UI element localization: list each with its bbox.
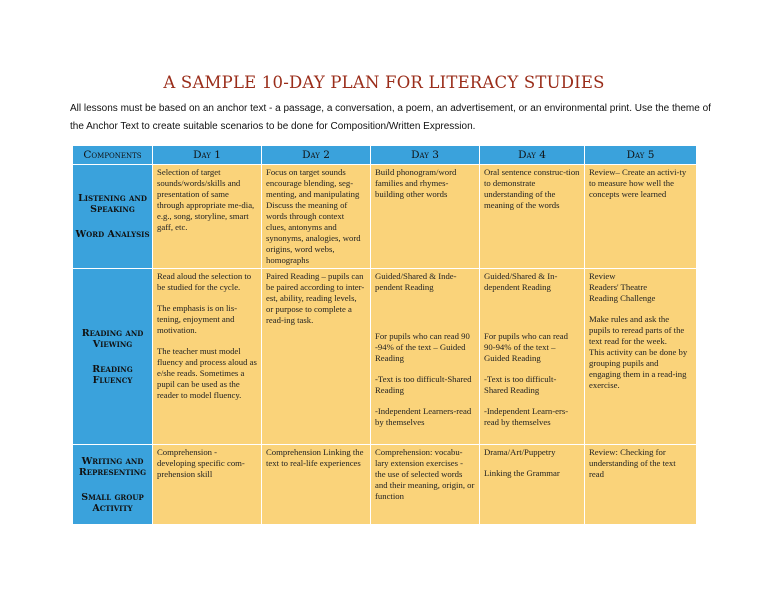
cell-text: Read aloud the selection to be studied for the cycle. xyxy=(157,271,252,292)
cell-r1-d2 xyxy=(262,165,371,269)
intro-text: All lessons must be based on an anchor text - a passage, a conversation, a poem, an advertisement, or an environmental print. Use the theme of the Anchor Text to create suitable scenarios to be done for Composition/Written Expression. xyxy=(70,103,711,132)
header-row xyxy=(73,146,697,165)
table-row xyxy=(73,445,697,525)
cell-text: Comprehension: vocabu-lary extension exercises - the use of selected words and their meaning, origin, or function xyxy=(375,447,475,501)
cell-text: Readers' Theatre xyxy=(589,282,648,292)
cell-text: -Text is too difficult-Shared Reading xyxy=(375,374,472,395)
cell-r1-d4 xyxy=(480,165,585,269)
plan-table xyxy=(72,145,697,525)
cell-r3-d3 xyxy=(371,445,480,525)
cell-text: -Independent Learn-ers-read by themselves xyxy=(484,406,569,427)
cell-r3-d4 xyxy=(480,445,585,525)
table-row xyxy=(73,269,697,445)
cell-text: Comprehension Linking the text to real-life experiences xyxy=(266,447,364,468)
cell-r1-d3 xyxy=(371,165,480,269)
cell-r2-d3 xyxy=(371,269,480,445)
row-head-subtitle: Reading Fluency xyxy=(92,363,133,386)
cell-text: The emphasis is on lis-tening, enjoyment and motivation. xyxy=(157,303,238,335)
row-head-writing xyxy=(73,445,153,525)
cell-text: Build phonogram/word families and rhymes-building other words xyxy=(375,167,457,199)
cell-text: The teacher must model fluency and process aloud as e/she reads. Sometimes a pupil can be used as the reader to model fluency. xyxy=(157,346,257,400)
header-day-5: Day 5 xyxy=(585,146,697,165)
cell-r1-d5 xyxy=(585,165,697,269)
row-head-title: Listening and Speaking xyxy=(78,193,147,215)
header-components: Components xyxy=(73,146,153,165)
cell-text: Reading Challenge xyxy=(589,293,656,303)
cell-text: Selection of target sounds/words/skills and presentation of same through appropriate me-dia, e.g., song, storyline, smart gaff, etc. xyxy=(157,167,255,232)
cell-r3-d5 xyxy=(585,445,697,525)
cell-text: Drama/Art/Puppetry xyxy=(484,447,556,457)
cell-r2-d1 xyxy=(153,269,262,445)
table-row xyxy=(73,165,697,269)
row-head-subtitle: Word Analysis xyxy=(75,229,150,240)
page-title: A SAMPLE 10-DAY PLAN FOR LITERACY STUDIES xyxy=(163,73,605,92)
cell-text: Review– Create an activi-ty to measure how well the concepts were learned xyxy=(589,167,687,199)
header-day-3: Day 3 xyxy=(371,146,480,165)
row-head-subtitle: Small group Activity xyxy=(81,491,144,514)
cell-text: For pupils who can read 90 -94% of the text – Guided Reading xyxy=(375,331,470,363)
row-head-reading xyxy=(73,269,153,445)
cell-text: -Independent Learners-read by themselves xyxy=(375,406,472,427)
cell-r2-d2 xyxy=(262,269,371,445)
cell-r3-d2 xyxy=(262,445,371,525)
cell-text: Focus on target sounds encourage blending, seg-menting, and manipulating Discuss the meaning of words through context clues, antonyms and synonyms, analogies, word origins, word webs, homographs xyxy=(266,167,361,265)
cell-text: Oral sentence construc-tion to demonstrate understanding of the meaning of the words xyxy=(484,167,580,210)
header-day-1: Day 1 xyxy=(153,146,262,165)
cell-text: This activity can be done by grouping pupils and engaging them in a read-ing exercise. xyxy=(589,347,688,390)
cell-text: -Text is too difficult-Shared Reading xyxy=(484,374,557,395)
cell-r3-d1 xyxy=(153,445,262,525)
cell-text: Review: Checking for understanding of the text read xyxy=(589,447,676,479)
cell-r2-d5 xyxy=(585,269,697,445)
cell-text: Guided/Shared & In-dependent Reading xyxy=(484,271,558,292)
cell-text: Comprehension - developing specific com-prehension skill xyxy=(157,447,245,479)
header-day-2: Day 2 xyxy=(262,146,371,165)
header-day-4: Day 4 xyxy=(480,146,585,165)
cell-text: For pupils who can read 90-94% of the text – Guided Reading xyxy=(484,331,568,363)
cell-text: Paired Reading – pupils can be paired according to inter-est, ability, reading levels, or purpose to complete a read-ing task. xyxy=(266,271,365,325)
row-head-listening xyxy=(73,165,153,269)
cell-text: Make rules and ask the pupils to reread parts of the text read for the week. xyxy=(589,314,685,346)
cell-text: Guided/Shared & Inde-pendent Reading xyxy=(375,271,457,292)
cell-text: Linking the Grammar xyxy=(484,468,560,478)
cell-text: Review xyxy=(589,271,616,281)
row-head-title: Reading and Viewing xyxy=(81,327,144,350)
cell-r2-d4 xyxy=(480,269,585,445)
cell-r1-d1 xyxy=(153,165,262,269)
row-head-title: Writing and Representing xyxy=(78,455,147,478)
